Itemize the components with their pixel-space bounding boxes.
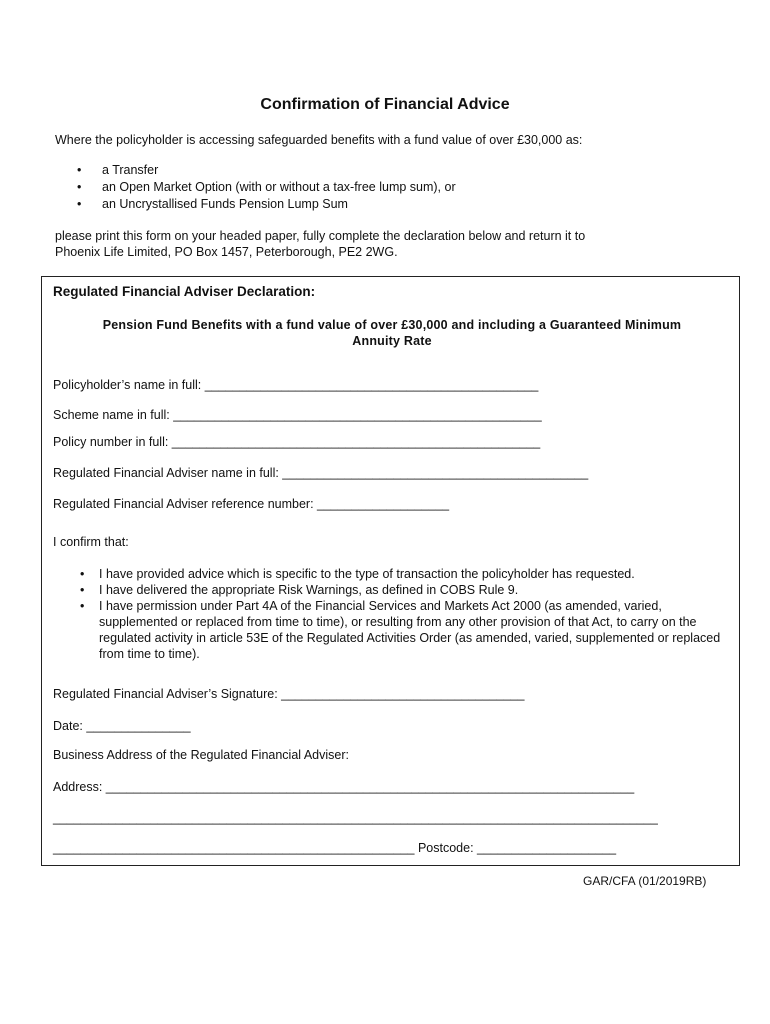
address-field-line1[interactable]: Address: ____________________________________________________________________________ [53, 780, 635, 794]
form-code: GAR/CFA (01/2019RB) [583, 874, 707, 888]
option-item: • an Uncrystallised Funds Pension Lump Sum [75, 196, 456, 213]
confirmation-item: • I have delivered the appropriate Risk Warnings, as defined in COBS Rule 9. [76, 582, 726, 598]
benefit-options-list [75, 162, 456, 213]
scheme-name-field[interactable]: Scheme name in full: _____________________________________________________ [53, 408, 542, 422]
policyholder-name-field[interactable]: Policyholder’s name in full: ________________________________________________ [53, 378, 539, 392]
address-postcode-line[interactable]: ____________________________________________________ Postcode: ____________________ [53, 841, 617, 855]
adviser-name-field[interactable]: Regulated Financial Adviser name in full: ____________________________________________ [53, 466, 589, 480]
intro-text: Where the policyholder is accessing safeguarded benefits with a fund value of over £30,000 as: [55, 133, 583, 147]
instructions [55, 228, 695, 260]
confirm-intro: I confirm that: [53, 535, 129, 549]
confirmation-item: • I have permission under Part 4A of the Financial Services and Markets Act 2000 (as amended, varied, supplemented or replaced from time to time), or resulting from any other provision of that Act, to carry on the regulated activity in article 53E of the Regulated Activities Order (as amended, varied, supplemented or replaced from time to time). [76, 598, 726, 662]
declaration-heading: Regulated Financial Adviser Declaration: [53, 284, 316, 299]
instruction-line: Phoenix Life Limited, PO Box 1457, Peterborough, PE2 2WG. [55, 245, 398, 259]
declaration-subheading [62, 317, 722, 349]
option-item: • an Open Market Option (with or without a tax-free lump sum), or [75, 179, 456, 196]
business-address-label: Business Address of the Regulated Financial Adviser: [53, 748, 350, 762]
adviser-reference-field[interactable]: Regulated Financial Adviser reference number: ___________________ [53, 497, 450, 511]
address-field-line2[interactable]: _______________________________________________________________________________________ [53, 811, 658, 825]
option-item: • a Transfer [75, 162, 456, 179]
policy-number-field[interactable]: Policy number in full: _____________________________________________________ [53, 435, 541, 449]
declaration-box [41, 276, 740, 866]
instruction-line: please print this form on your headed paper, fully complete the declaration below and return it to [55, 229, 586, 243]
subheading-line: Annuity Rate [352, 334, 432, 348]
date-field[interactable]: Date: _______________ [53, 719, 191, 733]
signature-field[interactable]: Regulated Financial Adviser’s Signature: ___________________________________ [53, 687, 525, 701]
confirmation-item: • I have provided advice which is specific to the type of transaction the policyholder has requested. [76, 566, 726, 582]
subheading-line: Pension Fund Benefits with a fund value of over £30,000 and including a Guaranteed Minimum [102, 318, 682, 332]
page-title: Confirmation of Financial Advice [260, 96, 510, 113]
confirmation-list [76, 566, 726, 662]
